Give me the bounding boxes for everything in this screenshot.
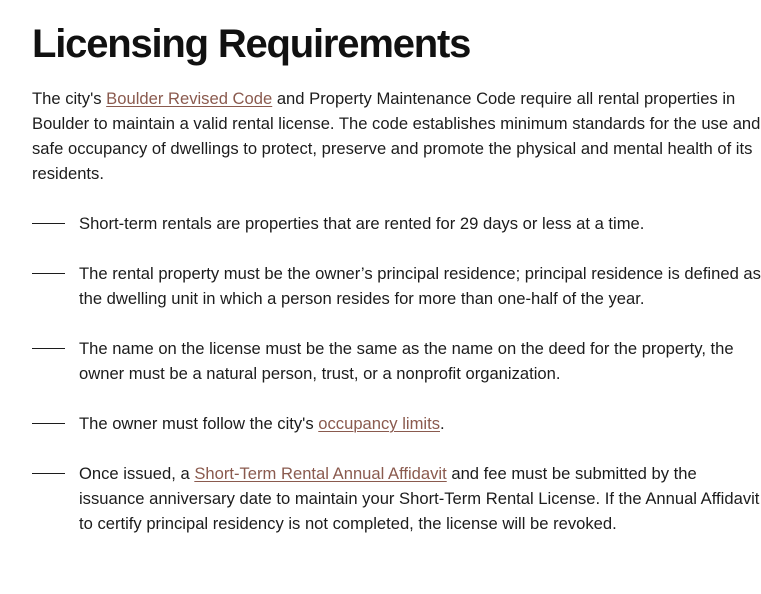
requirement-text-start: Once issued, a [79,464,195,483]
dash-bullet-icon [32,423,65,424]
boulder-revised-code-link[interactable]: Boulder Revised Code [106,89,273,108]
intro-text-start: The city's [32,89,107,108]
page-title: Licensing Requirements [32,22,471,66]
licensing-section [32,20,761,561]
dash-bullet-icon [32,223,65,224]
annual-affidavit-link[interactable]: Short-Term Rental Annual Affidavit [194,464,447,483]
requirement-text: Short-term rentals are properties that are rented for 29 days or less at a time. [79,214,645,233]
occupancy-limits-link[interactable]: occupancy limits [318,414,440,433]
requirements-list [32,211,761,536]
intro-paragraph [32,86,761,186]
requirement-text-start: The owner must follow the city's [79,414,319,433]
list-item [32,261,761,311]
intro-text-end: and Property Maintenance Code require all rental properties in Boulder to maintain a valid rental license. The code establishes minimum standards for the use and safe occupancy of dwellings to protect, preserve and promote the physical and mental health of its residents. [32,89,761,183]
dash-bullet-icon [32,473,65,474]
dash-bullet-icon [32,273,65,274]
list-item [32,211,761,236]
requirement-text: The rental property must be the owner’s principal residence; principal residence is defined as the dwelling unit in which a person resides for more than one-half of the year. [79,264,761,308]
dash-bullet-icon [32,348,65,349]
list-item [32,461,761,536]
requirement-text-end: and fee must be submitted by the issuance anniversary date to maintain your Short-Term Rental License. If the Annual Affidavit to certify principal residency is not completed, the license will be revoked. [79,464,760,533]
requirement-text: The name on the license must be the same as the name on the deed for the property, the owner must be a natural person, trust, or a nonprofit organization. [79,339,734,383]
requirement-text-end: . [440,414,445,433]
list-item [32,336,761,386]
list-item [32,411,761,436]
